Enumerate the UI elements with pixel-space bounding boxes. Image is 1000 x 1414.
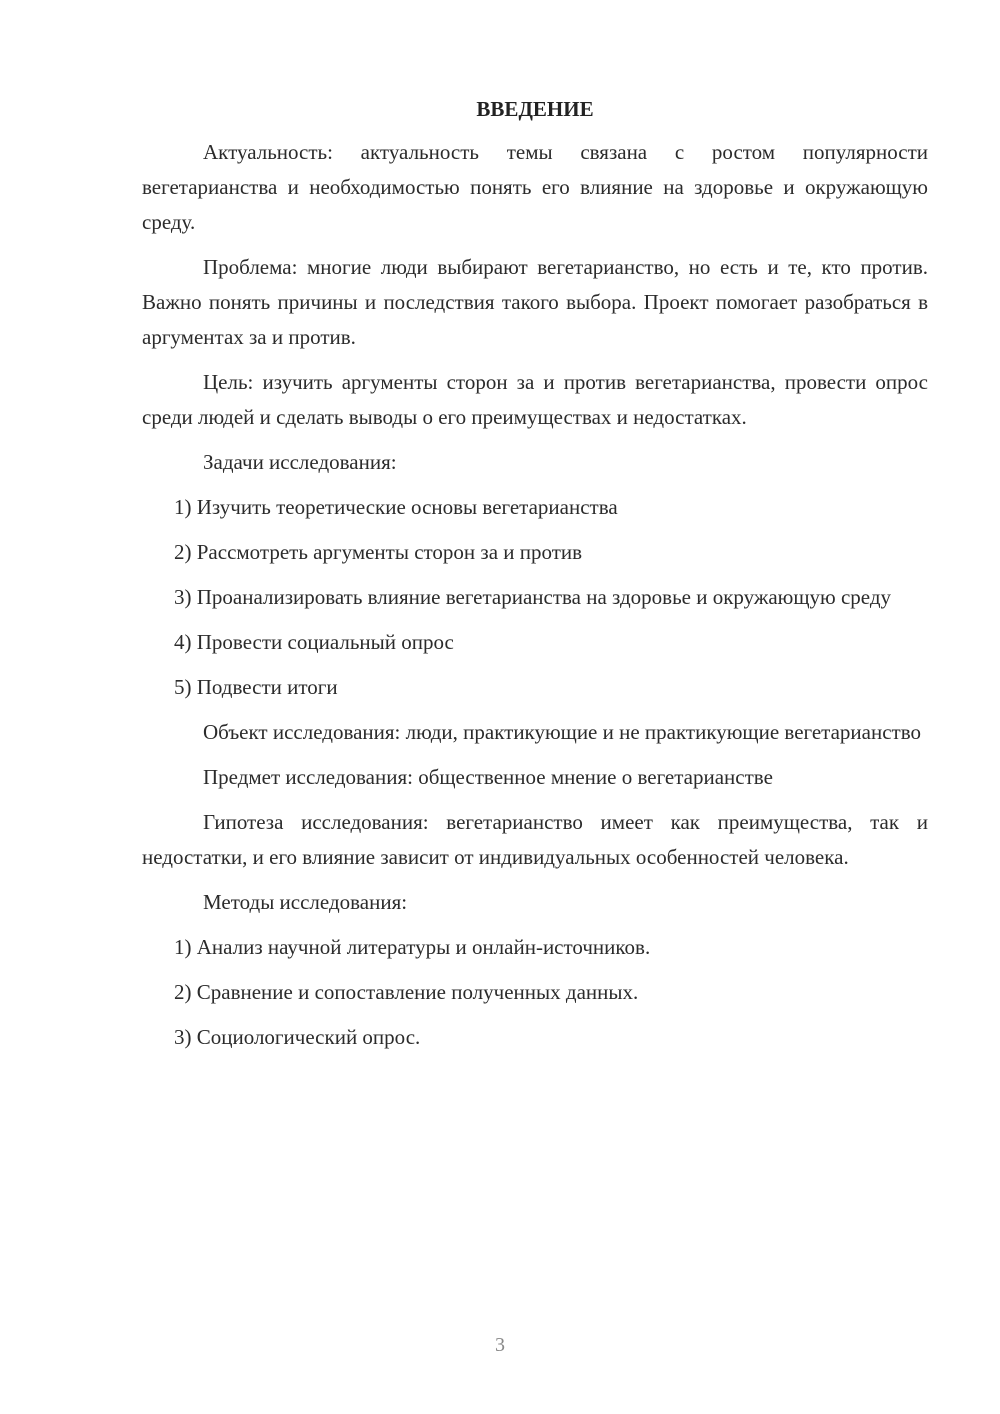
method-item: 2) Сравнение и сопоставление полученных данных. <box>174 980 639 1004</box>
task-item: 1) Изучить теоретические основы вегетарианства <box>174 495 618 519</box>
section-heading: ВВЕДЕНИЕ <box>476 97 594 121</box>
problem-paragraph: Проблема: многие люди выбирают вегетарианство, но есть и те, кто против. Важно понять причины и последствия такого выбора. Проект помогает разобраться в аргументах за и против. <box>142 255 928 349</box>
method-item: 1) Анализ научной литературы и онлайн-источников. <box>174 935 651 959</box>
subject-paragraph: Предмет исследования: общественное мнение о вегетарианстве <box>203 765 773 789</box>
object-paragraph: Объект исследования: люди, практикующие и не практикующие вегетарианство <box>203 720 921 744</box>
page-number: 3 <box>495 1334 505 1356</box>
task-item: 5) Подвести итоги <box>174 675 338 699</box>
document-page <box>142 92 928 1065</box>
tasks-title: Задачи исследования: <box>203 450 397 474</box>
task-item: 4) Провести социальный опрос <box>174 630 454 654</box>
task-item: 3) Проанализировать влияние вегетарианства на здоровье и окружающую среду <box>174 585 892 609</box>
goal-paragraph: Цель: изучить аргументы сторон за и против вегетарианства, провести опрос среди людей и сделать выводы о его преимуществах и недостатках. <box>142 370 928 429</box>
task-item: 2) Рассмотреть аргументы сторон за и против <box>174 540 583 564</box>
relevance-paragraph: Актуальность: актуальность темы связана с ростом популярности вегетарианства и необходимостью понять его влияние на здоровье и окружающую среду. <box>142 140 928 234</box>
methods-title: Методы исследования: <box>203 890 408 914</box>
hypothesis-paragraph: Гипотеза исследования: вегетарианство имеет как преимущества, так и недостатки, и его влияние зависит от индивидуальных особенностей человека. <box>142 810 928 869</box>
method-item: 3) Социологический опрос. <box>174 1025 421 1049</box>
